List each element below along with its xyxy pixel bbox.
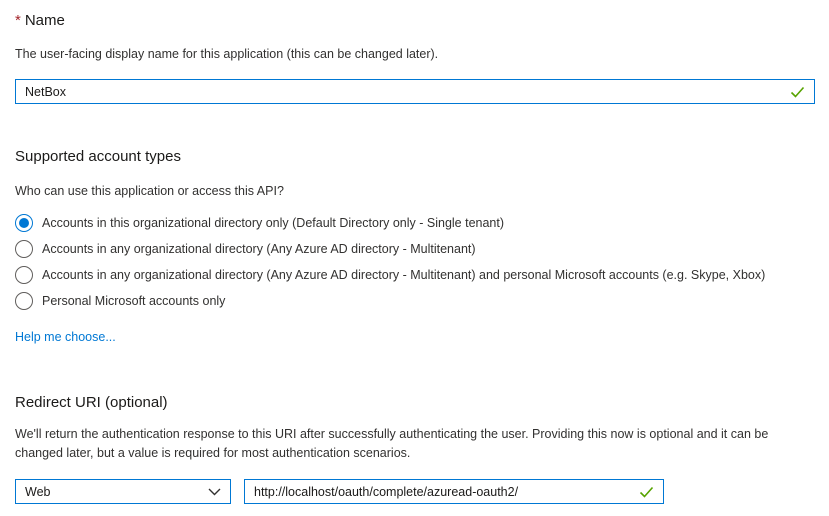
redirect-uri-row xyxy=(15,479,815,504)
radio-label-personal-only: Personal Microsoft accounts only xyxy=(42,294,226,308)
redirect-uri-title: Redirect URI (optional) xyxy=(15,394,168,411)
radio-row-personal-only[interactable] xyxy=(15,288,815,314)
name-input-container xyxy=(15,79,815,104)
redirect-uri-description: We'll return the authentication response to this URI after successfully authenticating the user. Providing this now is optional and it can be changed later, but a value is required for most authentication scenarios. xyxy=(15,427,769,460)
redirect-uri-input-container xyxy=(244,479,664,504)
platform-select-value: Web xyxy=(25,484,51,499)
name-valid-check-icon xyxy=(790,86,805,98)
chevron-down-icon xyxy=(208,488,221,496)
required-asterisk: * xyxy=(15,12,21,29)
radio-button-multitenant[interactable] xyxy=(15,240,33,258)
platform-select[interactable] xyxy=(15,479,231,504)
radio-row-single-tenant[interactable] xyxy=(15,210,815,236)
radio-label-multitenant: Accounts in any organizational directory (Any Azure AD directory - Multitenant) xyxy=(42,242,476,256)
radio-button-multitenant-personal[interactable] xyxy=(15,266,33,284)
redirect-uri-input[interactable] xyxy=(254,480,631,503)
radio-button-single-tenant[interactable] xyxy=(15,214,33,232)
help-me-choose-link[interactable]: Help me choose... xyxy=(15,330,116,344)
radio-row-multitenant[interactable] xyxy=(15,236,815,262)
name-field-label xyxy=(15,12,815,29)
supported-account-types-title: Supported account types xyxy=(15,148,181,165)
radio-button-personal-only[interactable] xyxy=(15,292,33,310)
name-input[interactable] xyxy=(25,80,782,103)
name-field-description: The user-facing display name for this application (this can be changed later). xyxy=(15,47,439,61)
radio-label-single-tenant: Accounts in this organizational directory only (Default Directory only - Single tenant) xyxy=(42,216,505,230)
account-types-radio-group xyxy=(15,210,815,314)
radio-row-multitenant-personal[interactable] xyxy=(15,262,815,288)
account-types-question: Who can use this application or access this API? xyxy=(15,184,284,198)
name-label-text: Name xyxy=(24,12,65,29)
radio-label-multitenant-personal: Accounts in any organizational directory (Any Azure AD directory - Multitenant) and personal Microsoft accounts (e.g. Skype, Xbox) xyxy=(42,268,766,282)
uri-valid-check-icon xyxy=(639,486,654,498)
